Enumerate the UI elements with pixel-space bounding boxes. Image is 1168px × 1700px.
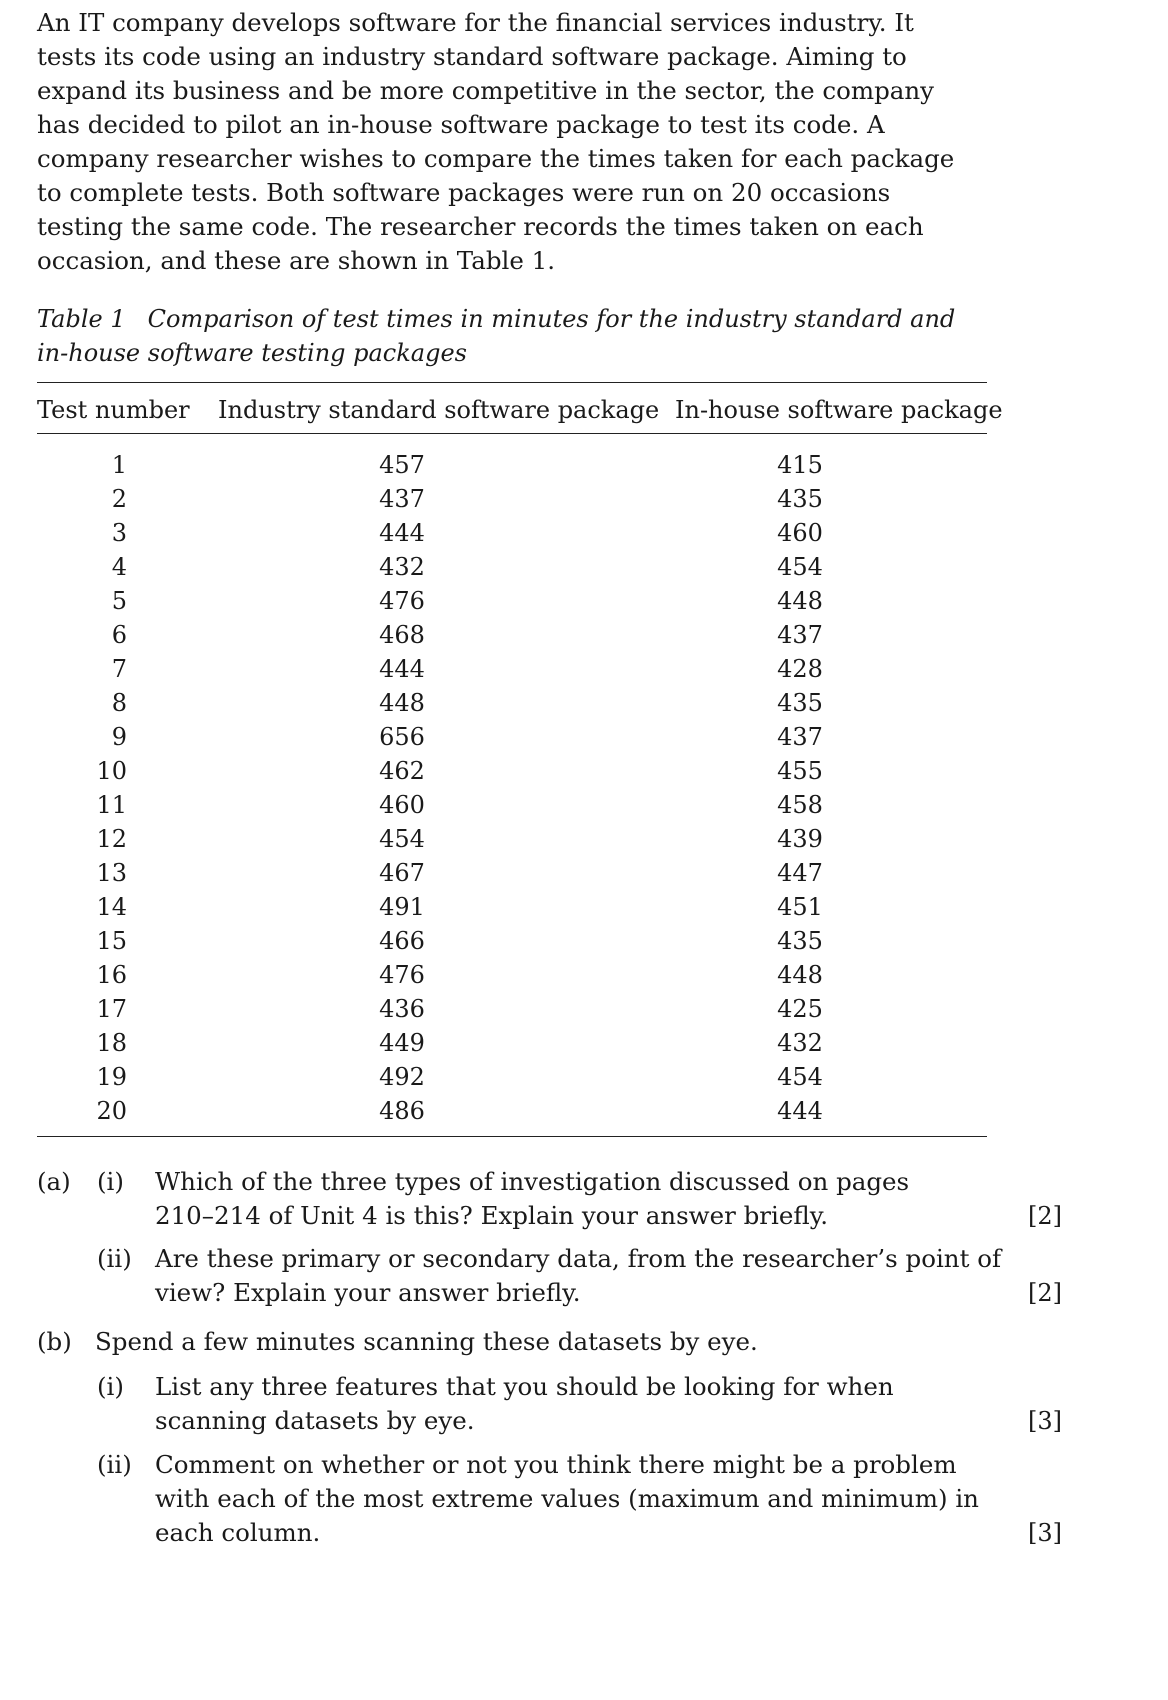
table-row xyxy=(37,788,987,822)
in-house-cell: 432 xyxy=(777,1029,823,1057)
table-header-rule xyxy=(37,433,987,434)
industry-standard-cell: 468 xyxy=(379,621,425,649)
in-house-cell: 435 xyxy=(777,927,823,955)
test-number-cell: 2 xyxy=(111,485,127,513)
table-row xyxy=(37,686,987,720)
test-number-cell: 20 xyxy=(96,1097,127,1125)
header-industry-standard: Industry standard software package xyxy=(218,396,660,424)
in-house-cell: 447 xyxy=(777,859,823,887)
question-b-ii-label: (ii) xyxy=(97,1450,132,1479)
industry-standard-cell: 444 xyxy=(379,519,425,547)
industry-standard-cell: 432 xyxy=(379,553,425,581)
table-body xyxy=(37,448,987,1128)
table-row xyxy=(37,1026,987,1060)
industry-standard-cell: 449 xyxy=(379,1029,425,1057)
header-test-number: Test number xyxy=(37,396,190,424)
question-a-i xyxy=(37,1165,1027,1235)
table-row xyxy=(37,652,987,686)
table-row xyxy=(37,720,987,754)
table-caption-text: Comparison of test times in minutes for the industry standard and in-house software testing packages xyxy=(37,305,956,367)
table-row xyxy=(37,482,987,516)
test-number-cell: 5 xyxy=(111,587,127,615)
industry-standard-cell: 436 xyxy=(379,995,425,1023)
question-a-i-text: Which of the three types of investigation discussed on pages 210–214 of Unit 4 is this? Explain your answer briefly. xyxy=(155,1167,910,1230)
table-row xyxy=(37,550,987,584)
in-house-cell: 435 xyxy=(777,485,823,513)
in-house-cell: 448 xyxy=(777,587,823,615)
industry-standard-cell: 486 xyxy=(379,1097,425,1125)
industry-standard-cell: 492 xyxy=(379,1063,425,1091)
question-a-ii-marks: [2] xyxy=(1028,1279,1062,1307)
question-a-ii-label: (ii) xyxy=(97,1244,132,1273)
table-row xyxy=(37,754,987,788)
test-number-cell: 9 xyxy=(111,723,127,751)
in-house-cell: 444 xyxy=(777,1097,823,1125)
table-row xyxy=(37,958,987,992)
test-number-cell: 17 xyxy=(96,995,127,1023)
table-top-rule xyxy=(37,382,987,383)
industry-standard-cell: 462 xyxy=(379,757,425,785)
question-b-ii-text: Comment on whether or not you think there might be a problem with each of the most extreme values (maximum and minimum) in each column. xyxy=(155,1450,979,1547)
table-row xyxy=(37,992,987,1026)
question-a-label: (a) xyxy=(37,1167,71,1196)
test-number-cell: 1 xyxy=(111,451,127,479)
in-house-cell: 458 xyxy=(777,791,823,819)
question-a-ii xyxy=(37,1242,1027,1312)
test-number-cell: 4 xyxy=(111,553,127,581)
test-number-cell: 16 xyxy=(96,961,127,989)
in-house-cell: 437 xyxy=(777,723,823,751)
question-b-i-text: List any three features that you should be looking for when scanning datasets by eye. xyxy=(155,1372,894,1435)
industry-standard-cell: 656 xyxy=(379,723,425,751)
industry-standard-cell: 448 xyxy=(379,689,425,717)
question-a-i-label: (i) xyxy=(97,1167,124,1196)
table-row xyxy=(37,618,987,652)
industry-standard-cell: 460 xyxy=(379,791,425,819)
test-number-cell: 14 xyxy=(96,893,127,921)
industry-standard-cell: 467 xyxy=(379,859,425,887)
table-row xyxy=(37,1060,987,1094)
in-house-cell: 425 xyxy=(777,995,823,1023)
in-house-cell: 439 xyxy=(777,825,823,853)
table-row xyxy=(37,516,987,550)
industry-standard-cell: 444 xyxy=(379,655,425,683)
test-number-cell: 7 xyxy=(111,655,127,683)
test-number-cell: 6 xyxy=(111,621,127,649)
test-number-cell: 10 xyxy=(96,757,127,785)
test-number-cell: 18 xyxy=(96,1029,127,1057)
table-row xyxy=(37,890,987,924)
industry-standard-cell: 437 xyxy=(379,485,425,513)
question-b-text: Spend a few minutes scanning these datasets by eye. xyxy=(95,1327,758,1356)
test-number-cell: 15 xyxy=(96,927,127,955)
table-caption-label: Table 1 xyxy=(37,305,126,333)
in-house-cell: 460 xyxy=(777,519,823,547)
question-b-i-marks: [3] xyxy=(1028,1407,1062,1435)
table-bottom-rule xyxy=(37,1136,987,1137)
table-caption xyxy=(37,302,957,370)
industry-standard-cell: 491 xyxy=(379,893,425,921)
table-row xyxy=(37,448,987,482)
in-house-cell: 437 xyxy=(777,621,823,649)
table-row xyxy=(37,1094,987,1128)
question-b xyxy=(37,1325,1027,1359)
in-house-cell: 448 xyxy=(777,961,823,989)
table-row xyxy=(37,924,987,958)
in-house-cell: 435 xyxy=(777,689,823,717)
test-number-cell: 12 xyxy=(96,825,127,853)
question-b-i-label: (i) xyxy=(97,1372,124,1401)
in-house-cell: 455 xyxy=(777,757,823,785)
intro-paragraph: An IT company develops software for the financial services industry. It tests its code using an industry standard software package. Aiming to expand its business and be more competitive in the sector, the company has decided to pilot an in-house software package to test its code. A company researcher wishes to compare the times taken for each package to complete tests. Both software packages were run on 20 occasions testing the same code. The researcher records the times taken on each occasion, and these are shown in Table 1. xyxy=(37,8,955,275)
in-house-cell: 415 xyxy=(777,451,823,479)
in-house-cell: 428 xyxy=(777,655,823,683)
industry-standard-cell: 476 xyxy=(379,587,425,615)
question-a-i-marks: [2] xyxy=(1028,1202,1062,1230)
table-row xyxy=(37,856,987,890)
in-house-cell: 454 xyxy=(777,553,823,581)
header-in-house: In-house software package xyxy=(675,396,1003,424)
test-number-cell: 11 xyxy=(96,791,127,819)
test-number-cell: 3 xyxy=(111,519,127,547)
question-b-ii-marks: [3] xyxy=(1028,1519,1062,1547)
industry-standard-cell: 476 xyxy=(379,961,425,989)
test-number-cell: 8 xyxy=(111,689,127,717)
question-b-label: (b) xyxy=(37,1327,72,1356)
industry-standard-cell: 466 xyxy=(379,927,425,955)
test-number-cell: 19 xyxy=(96,1063,127,1091)
question-a-ii-text: Are these primary or secondary data, from the researcher’s point of view? Explain your answer briefly. xyxy=(155,1244,1002,1307)
question-b-ii xyxy=(37,1448,1027,1552)
test-number-cell: 13 xyxy=(96,859,127,887)
table-row xyxy=(37,822,987,856)
industry-standard-cell: 457 xyxy=(379,451,425,479)
table-row xyxy=(37,584,987,618)
industry-standard-cell: 454 xyxy=(379,825,425,853)
in-house-cell: 451 xyxy=(777,893,823,921)
in-house-cell: 454 xyxy=(777,1063,823,1091)
question-b-i xyxy=(37,1370,1027,1440)
